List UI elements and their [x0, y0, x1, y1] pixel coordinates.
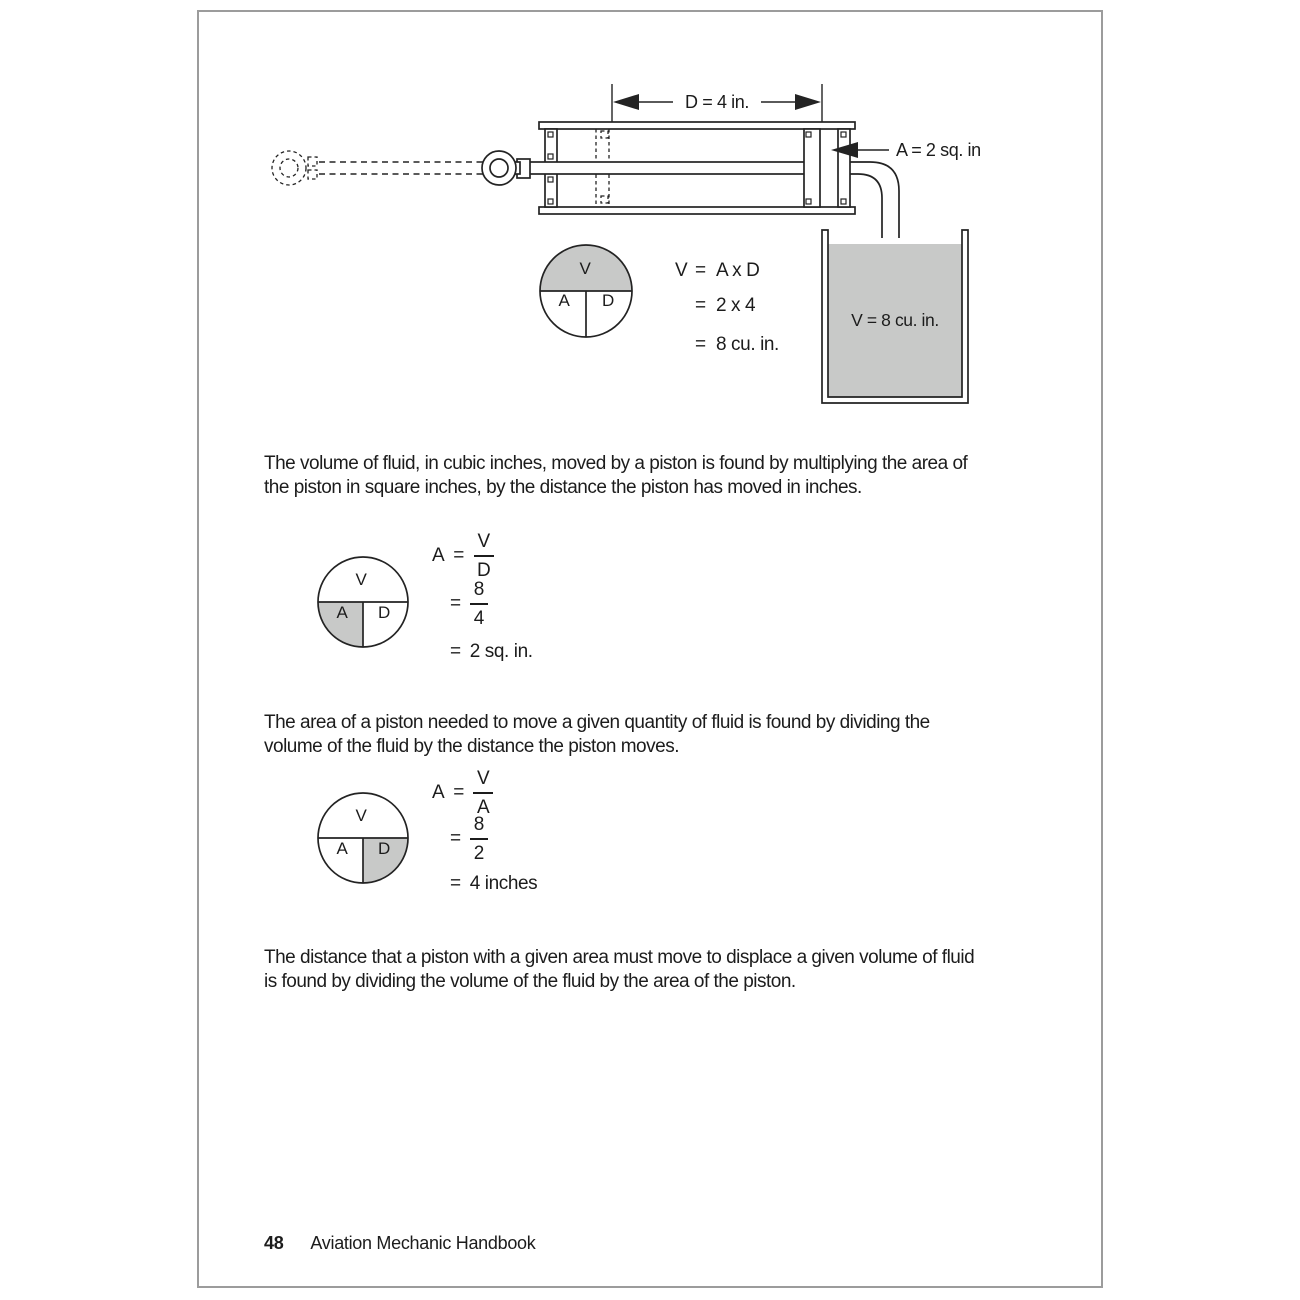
circle-label-a: A — [558, 291, 570, 310]
vad-memory-circle-area — [315, 554, 411, 650]
eq-sign: = — [453, 782, 464, 803]
fluid-tank — [822, 230, 968, 403]
eq-result: 2 sq. in. — [469, 641, 533, 662]
left-arrowhead-icon — [613, 94, 639, 110]
area-label: A = 2 sq. in — [896, 140, 981, 160]
circle-label-v: V — [355, 806, 367, 825]
cylinder-top-plate — [539, 122, 855, 129]
fraction — [470, 578, 488, 630]
fraction-denominator: 2 — [473, 843, 484, 864]
piston-rod — [482, 151, 805, 185]
eq-sign: = — [695, 334, 706, 355]
outlet-pipe — [850, 162, 899, 238]
cylinder-bottom-plate — [539, 207, 855, 214]
paragraph-volume: The volume of fluid, in cubic inches, moved by a piston is found by multiplying the area of the piston in square inches, by the distance the piston has moved in inches. — [264, 453, 968, 499]
piston — [804, 129, 820, 207]
fraction-numerator: 8 — [470, 813, 488, 840]
eq-result: 4 inches — [469, 873, 538, 894]
book-title: Aviation Mechanic Handbook — [310, 1233, 536, 1253]
vad-memory-circle-distance — [315, 790, 411, 886]
rod-eye-dashed-icon — [272, 151, 306, 185]
eq-sign: = — [695, 295, 706, 316]
page-number: 48 — [264, 1233, 284, 1253]
piston-volume-figure — [199, 72, 1105, 412]
hydraulic-cylinder — [272, 122, 855, 214]
eq-sign: = — [450, 641, 461, 662]
fraction-denominator: A — [476, 797, 490, 818]
eq-lhs: A — [432, 545, 445, 566]
book-page — [197, 10, 1103, 1288]
circle-label-d: D — [378, 839, 390, 858]
fraction — [473, 767, 493, 819]
fraction — [470, 813, 488, 865]
volume-equation — [675, 260, 779, 355]
eq-rhs: 2 x 4 — [716, 295, 756, 316]
fraction-denominator: 4 — [473, 608, 484, 629]
distance-formula-row-2 — [450, 813, 488, 865]
eq-lhs: V — [675, 260, 688, 281]
eq-sign: = — [450, 828, 461, 849]
distance-formula-result — [450, 873, 537, 895]
dimension-d — [612, 84, 822, 122]
eq-sign: = — [695, 260, 706, 281]
paragraph-area: The area of a piston needed to move a given quantity of fluid is found by dividing the volume of the fluid by the distance the piston moves. — [264, 712, 930, 758]
area-callout — [831, 140, 981, 160]
fraction-numerator: V — [473, 767, 493, 794]
area-formula-result — [450, 641, 533, 663]
eq-sign: = — [450, 873, 461, 894]
circle-label-a: A — [336, 839, 348, 858]
vad-memory-circle-volume — [540, 245, 632, 337]
right-arrowhead-icon — [795, 94, 821, 110]
distance-formula-row-1 — [432, 767, 493, 819]
page-footer — [264, 1233, 535, 1254]
area-formula-row-1 — [432, 530, 494, 582]
eq-lhs: A — [432, 782, 445, 803]
fraction-numerator: 8 — [470, 578, 488, 605]
circle-label-v: V — [355, 570, 367, 589]
fraction-numerator: V — [474, 530, 494, 557]
area-formula-row-2 — [450, 578, 488, 630]
circle-label-d: D — [602, 291, 614, 310]
eq-sign: = — [453, 545, 464, 566]
eq-rhs: A x D — [716, 260, 760, 281]
circle-label-d: D — [378, 603, 390, 622]
paragraph-distance: The distance that a piston with a given area must move to displace a given volume of fluid is found by dividing the volume of the fluid by the area of the piston. — [264, 947, 975, 993]
fraction — [473, 530, 494, 582]
circle-label-a: A — [336, 603, 348, 622]
cylinder-right-wall — [838, 129, 850, 207]
eq-sign: = — [450, 593, 461, 614]
fraction-denominator: D — [476, 560, 491, 581]
dimension-label: D = 4 in. — [685, 92, 749, 112]
rod-dashed-extension — [272, 151, 483, 185]
eq-rhs: 8 cu. in. — [716, 334, 779, 355]
rod-shaft — [529, 162, 805, 174]
tank-volume-label: V = 8 cu. in. — [851, 310, 939, 330]
circle-label-v: V — [579, 259, 591, 278]
